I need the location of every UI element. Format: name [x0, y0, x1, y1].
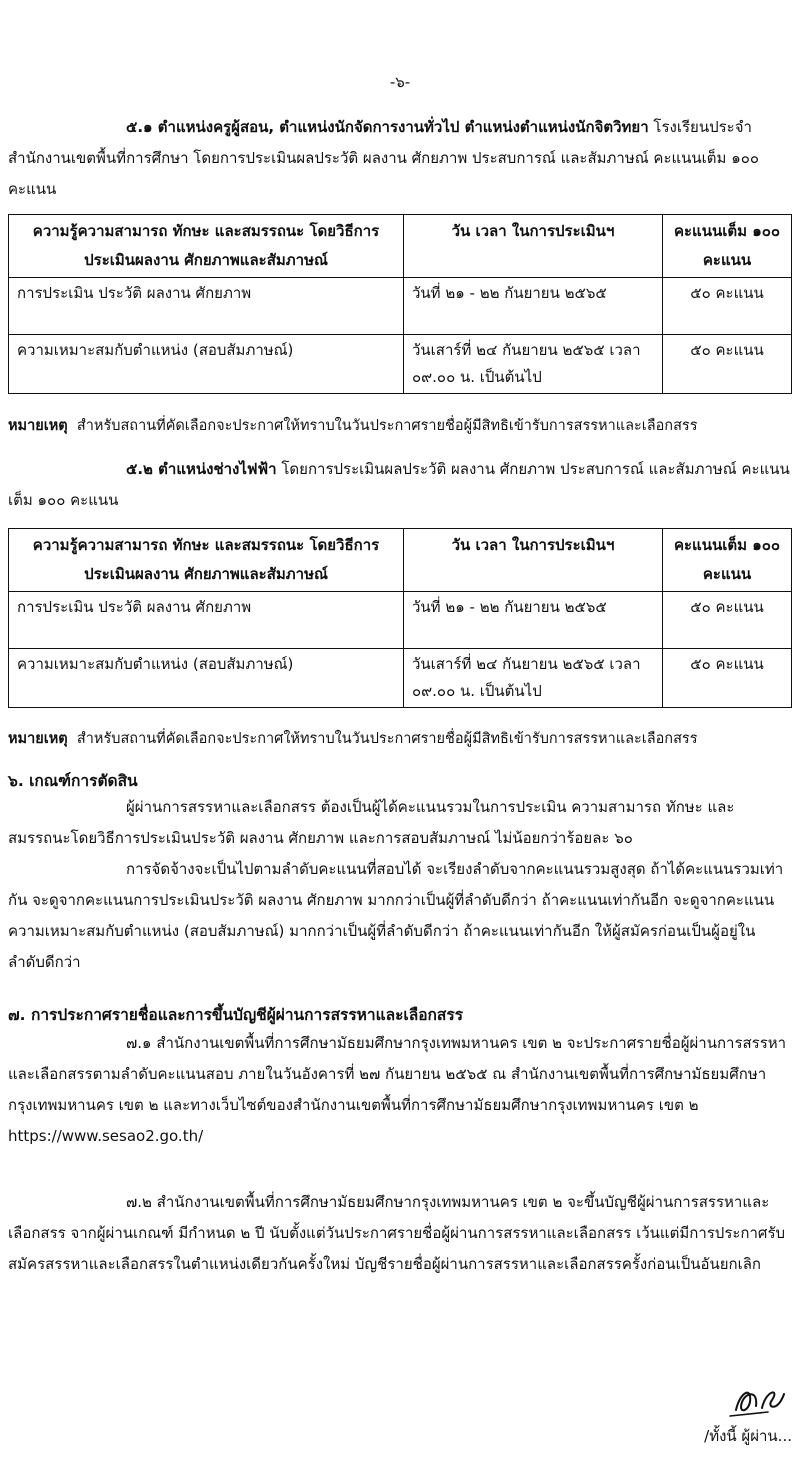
cell-criteria: การประเมิน ประวัติ ผลงาน ศักยภาพ	[9, 278, 404, 335]
table-row	[9, 649, 792, 708]
cell-criteria: การประเมิน ประวัติ ผลงาน ศักยภาพ	[9, 592, 404, 649]
score-table-5-2	[8, 528, 792, 708]
note-text: สำหรับสถานที่คัดเลือกจะประกาศให้ทราบในวันประกาศรายชื่อผู้มีสิทธิเข้ารับการสรรหาและเลือกสรร	[76, 731, 698, 747]
header-date: วัน เวลา ในการประเมินฯ	[404, 215, 663, 278]
note-label: หมายเหตุ	[8, 418, 68, 434]
section-7-para-1	[8, 1028, 792, 1152]
section-7-para-1-text: ๗.๑ สำนักงานเขตพื้นที่การศึกษามัธยมศึกษากรุงเทพมหานคร เขต ๒ จะประกาศรายชื่อผู้ผ่านการสรรหาและเลือกสรรตามลำดับคะแนนสอบ ภายในวันอังคารที่ ๒๗ กันยายน ๒๕๖๕ ณ สำนักงานเขตพื้นที่การศึกษามัธยมศึกษากรุงเทพมหานคร เขต ๒ และทางเว็บไซต์ของสำนักงานเขตพื้นที่การศึกษามัธยมศึกษากรุงเทพมหานคร เขต ๒ https://www.sesao2.go.th/	[8, 1034, 787, 1145]
section-5-1-body: โรงเรียนประจำสำนักงานเขตพื้นที่การศึกษา โดยการประเมินผลประวัติ ผลงาน ศักยภาพ ประสบการณ์ และสัมภาษณ์ คะแนนเต็ม ๑๐๐ คะแนน	[8, 118, 760, 198]
table-row	[9, 592, 792, 649]
section-6-para-2	[8, 854, 792, 978]
cell-score: ๕๐ คะแนน	[663, 335, 792, 394]
cell-score: ๕๐ คะแนน	[663, 278, 792, 335]
cell-criteria: ความเหมาะสมกับตำแหน่ง (สอบสัมภาษณ์)	[9, 335, 404, 394]
section-5-2-intro	[8, 454, 792, 516]
header-score: คะแนนเต็ม ๑๐๐ คะแนน	[663, 215, 792, 278]
section-5-2-note	[8, 727, 800, 751]
section-5-1-note	[8, 414, 800, 438]
cell-date: วันเสาร์ที่ ๒๔ กันยายน ๒๕๖๕ เวลา ๐๙.๐๐ น. เป็นต้นไป	[404, 649, 663, 708]
section-6-para-1	[8, 792, 792, 854]
cell-date: วันที่ ๒๑ - ๒๒ กันยายน ๒๕๖๕	[404, 278, 663, 335]
table-header-row	[9, 529, 792, 592]
header-criteria: ความรู้ความสามารถ ทักษะ และสมรรถนะ โดยวิธีการประเมินผลงาน ศักยภาพและสัมภาษณ์	[9, 529, 404, 592]
score-table-5-1	[8, 214, 792, 394]
header-date: วัน เวลา ในการประเมินฯ	[404, 529, 663, 592]
cell-date: วันเสาร์ที่ ๒๔ กันยายน ๒๕๖๕ เวลา ๐๙.๐๐ น. เป็นต้นไป	[404, 335, 663, 394]
header-criteria: ความรู้ความสามารถ ทักษะ และสมรรถนะ โดยวิธีการประเมินผลงาน ศักยภาพและสัมภาษณ์	[9, 215, 404, 278]
cell-date: วันที่ ๒๑ - ๒๒ กันยายน ๒๕๖๕	[404, 592, 663, 649]
note-label: หมายเหตุ	[8, 731, 68, 747]
table-header-row	[9, 215, 792, 278]
section-6-para-2-text: การจัดจ้างจะเป็นไปตามลำดับคะแนนที่สอบได้ จะเรียงลำดับจากคะแนนรวมสูงสุด ถ้าได้คะแนนรวมเท่ากัน จะดูจากคะแนนการประเมินประวัติ ผลงาน ศักยภาพ มากกว่าเป็นผู้ที่ลำดับดีกว่า ถ้าคะแนนเท่ากันอีก จะดูจากคะแนนความเหมาะสมกับตำแหน่ง (สอบสัมภาษณ์) มากกว่าเป็นผู้ที่ลำดับดีกว่า ถ้าคะแนนเท่ากันอีก ให้ผู้สมัครก่อนเป็นผู้อยู่ในลำดับดีกว่า	[8, 860, 784, 971]
signature-initials	[728, 1372, 788, 1422]
section-6-para-1-text: ผู้ผ่านการสรรหาและเลือกสรร ต้องเป็นผู้ได้คะแนนรวมในการประเมิน ความสามารถ ทักษะ และสมรรถนะโดยวิธีการประเมินประวัติ ผลงาน ศักยภาพ และการสอบสัมภาษณ์ ไม่น้อยกว่าร้อยละ ๖๐	[8, 798, 735, 847]
section-7-heading: ๗. การประกาศรายชื่อและการขึ้นบัญชีผู้ผ่านการสรรหาและเลือกสรร	[8, 1006, 464, 1024]
cell-criteria: ความเหมาะสมกับตำแหน่ง (สอบสัมภาษณ์)	[9, 649, 404, 708]
page-number: -๖-	[389, 73, 411, 91]
section-7-para-2-text: ๗.๒ สำนักงานเขตพื้นที่การศึกษามัธยมศึกษากรุงเทพมหานคร เขต ๒ จะขึ้นบัญชีผู้ผ่านการสรรหาและเลือกสรร จากผู้ผ่านเกณฑ์ มีกำหนด ๒ ปี นับตั้งแต่วันประกาศรายชื่อผู้ผ่านการสรรหาและเลือกสรร เว้นแต่มีการประกาศรับสมัครสรรหาและเลือกสรรในตำแหน่งเดียวกันครั้งใหม่ บัญชีรายชื่อผู้ผ่านการสรรหาและเลือกสรรครั้งก่อนเป็นอันยกเลิก	[8, 1193, 786, 1273]
section-5-2-body: โดยการประเมินผลประวัติ ผลงาน ศักยภาพ ประสบการณ์ และสัมภาษณ์ คะแนนเต็ม ๑๐๐ คะแนน	[8, 460, 790, 509]
section-5-1-intro	[8, 112, 792, 205]
section-5-2-heading: ๕.๒ ตำแหน่งช่างไฟฟ้า	[126, 460, 277, 478]
header-score: คะแนนเต็ม ๑๐๐ คะแนน	[663, 529, 792, 592]
section-7-para-2	[8, 1187, 792, 1280]
note-text: สำหรับสถานที่คัดเลือกจะประกาศให้ทราบในวันประกาศรายชื่อผู้มีสิทธิเข้ารับการสรรหาและเลือกสรร	[76, 418, 698, 434]
continuation-text: /ทั้งนี้ ผู้ผ่าน...	[704, 1427, 792, 1445]
cell-score: ๕๐ คะแนน	[663, 592, 792, 649]
cell-score: ๕๐ คะแนน	[663, 649, 792, 708]
table-row	[9, 278, 792, 335]
table-row	[9, 335, 792, 394]
section-6-heading: ๖. เกณฑ์การตัดสิน	[8, 772, 138, 790]
section-5-1-heading: ๕.๑ ตำแหน่งครูผู้สอน, ตำแหน่งนักจัดการงานทั่วไป ตำแหน่งตำแหน่งนักจิตวิทยา	[126, 118, 649, 136]
